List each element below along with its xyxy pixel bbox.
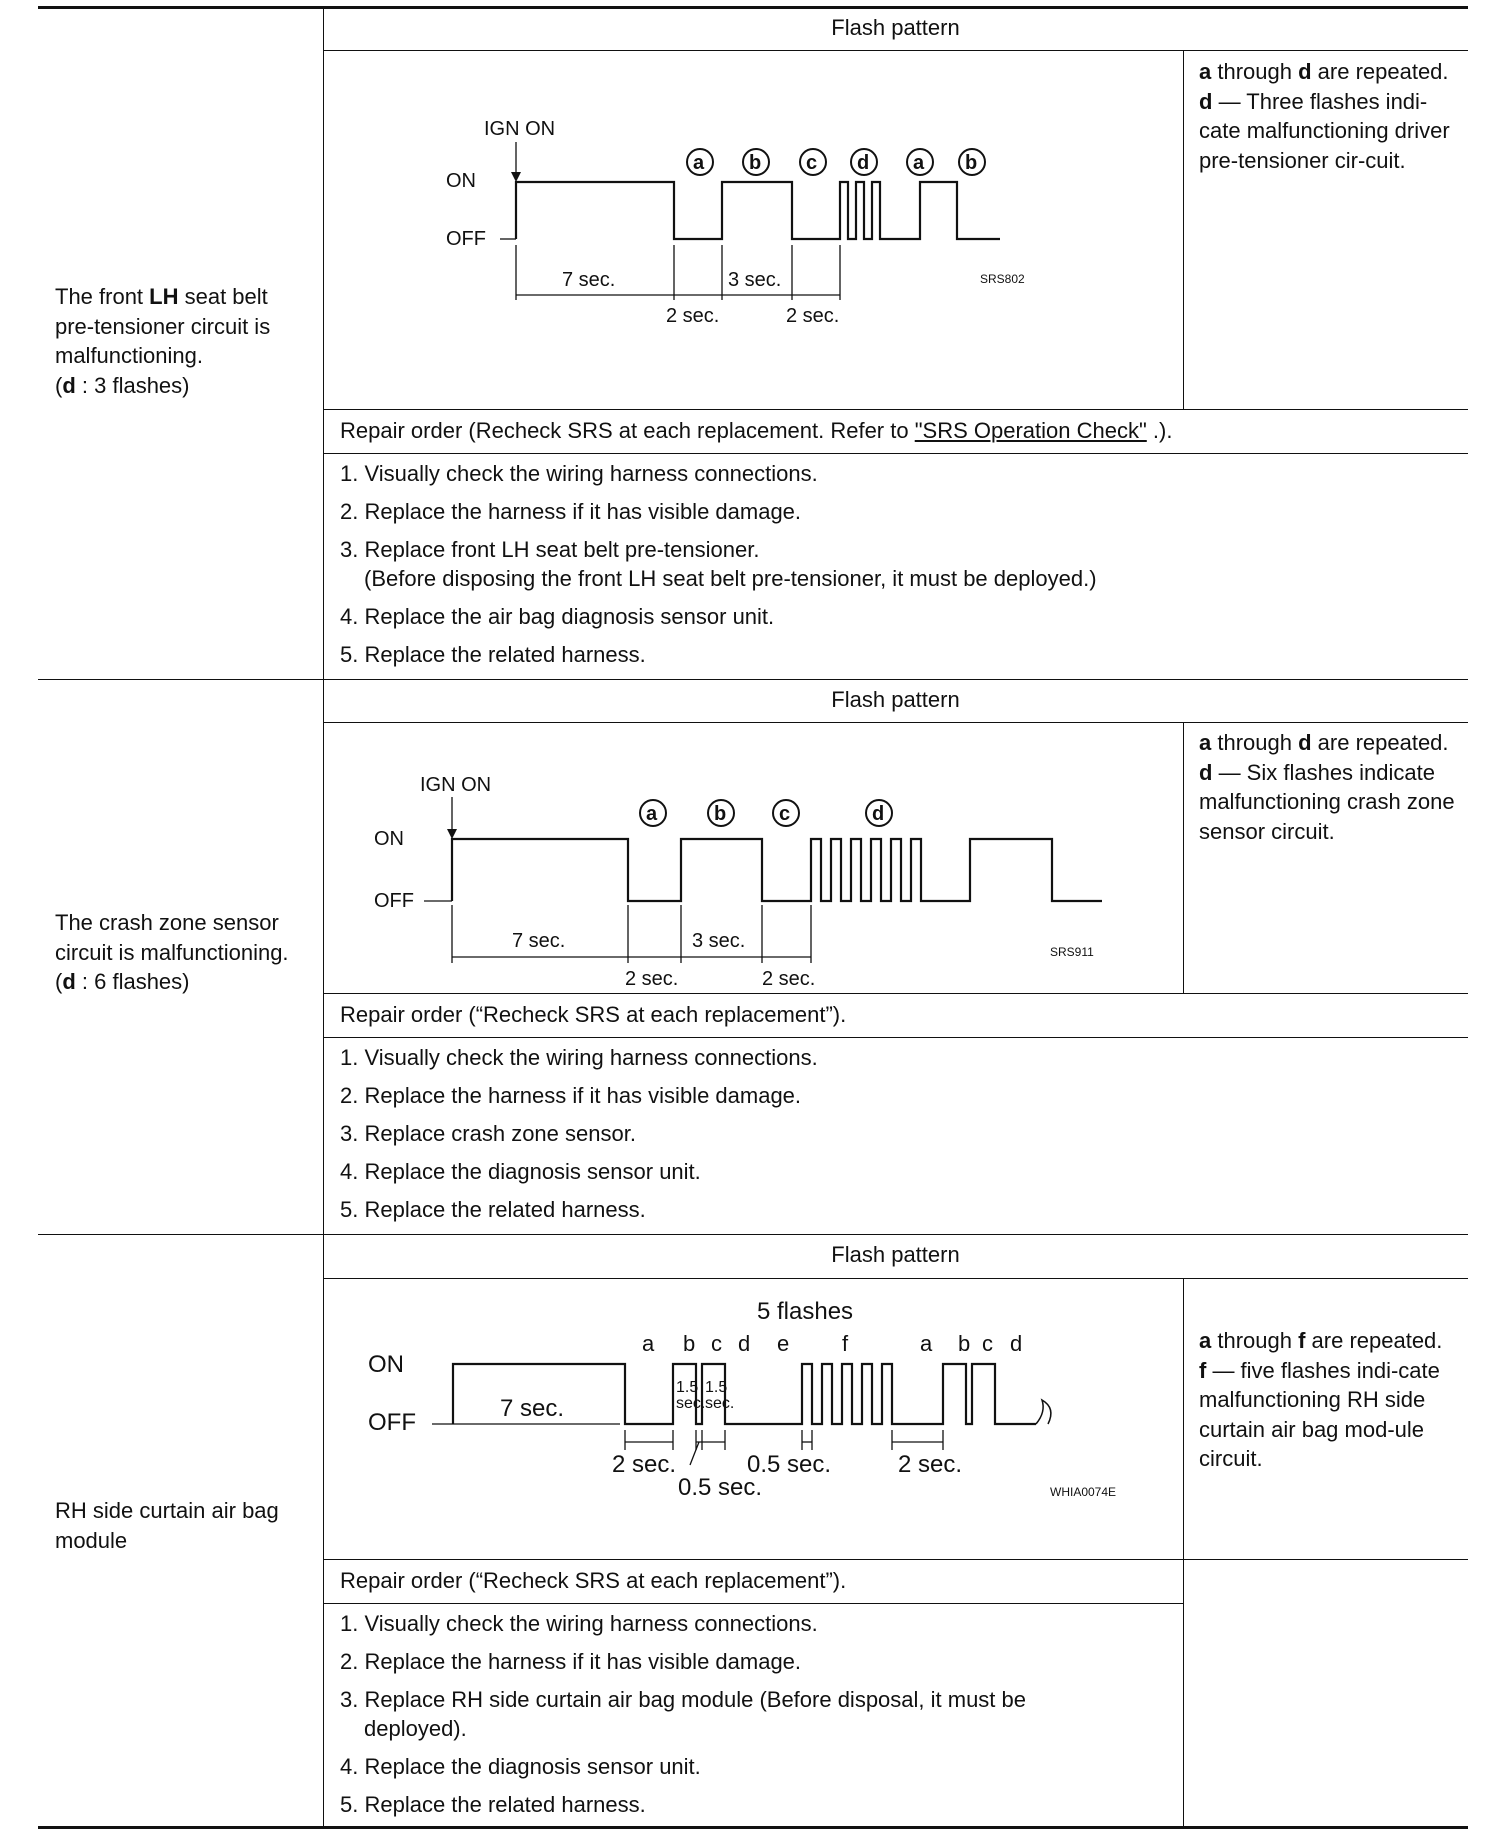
mark: d xyxy=(872,803,885,825)
list-item: 1. Visually check the wiring harness connections. xyxy=(340,1045,818,1070)
off-label: OFF xyxy=(374,890,414,912)
table-bottom-border xyxy=(38,1826,1468,1829)
list-item: 2. Replace the harness if it has visible damage. xyxy=(340,499,802,524)
flash-note: a through f are repeated. f — five flashes indi-cate malfunctioning RH side curtain air bag mod-ule circuit. xyxy=(1199,1328,1443,1471)
duration-label: 2 sec. xyxy=(762,968,816,990)
duration-label: 2 sec. xyxy=(666,305,720,327)
flash-pattern-diagram xyxy=(430,100,1060,340)
figure-code: SRS911 xyxy=(1050,945,1094,959)
mark: e xyxy=(777,1331,790,1356)
divider xyxy=(323,722,1468,723)
ign-on-label: IGN ON xyxy=(484,118,556,140)
section-divider xyxy=(38,679,1468,680)
divider xyxy=(323,50,1468,51)
ign-on-label: IGN ON xyxy=(420,774,492,796)
signal-waveform xyxy=(452,839,1102,901)
duration-label: sec. xyxy=(705,1395,735,1412)
list-item: 5. Replace the related harness. xyxy=(340,1792,646,1817)
mark: a xyxy=(646,803,658,825)
divider xyxy=(323,1559,1468,1560)
flash-note: a through d are repeated. d — Six flashes indicate malfunctioning crash zone sensor circuit. xyxy=(1199,730,1455,844)
table-top-border xyxy=(38,6,1468,9)
list-item: 2. Replace the harness if it has visible damage. xyxy=(340,1083,802,1108)
repair-order-header: Repair order (“Recheck SRS at each replacement”). xyxy=(340,1002,847,1027)
mark: d xyxy=(1010,1331,1023,1356)
list-item: 3. Replace front LH seat belt pre-tensioner. xyxy=(340,537,760,562)
mark: d xyxy=(857,152,870,174)
mark: a xyxy=(642,1331,655,1356)
on-label: ON xyxy=(368,1351,404,1378)
mark: c xyxy=(779,803,791,825)
duration-label: 7 sec. xyxy=(500,1395,565,1422)
duration-label: 7 sec. xyxy=(512,930,566,952)
list-item: 2. Replace the harness if it has visible damage. xyxy=(340,1649,802,1674)
list-item: 1. Visually check the wiring harness connections. xyxy=(340,461,818,486)
flash-pattern-diagram xyxy=(360,1290,1160,1550)
duration-label: 7 sec. xyxy=(562,269,616,291)
duration-label: 1.5 xyxy=(676,1379,699,1396)
mark: b xyxy=(749,152,762,174)
duration-label: 1.5 xyxy=(705,1379,728,1396)
on-label: ON xyxy=(374,828,404,850)
figure-code: SRS802 xyxy=(980,272,1025,286)
repair-order-header: Repair order (Recheck SRS at each replacement. Refer to "SRS Operation Check" .). xyxy=(340,418,1173,443)
duration-label: 3 sec. xyxy=(692,930,746,952)
list-item: 5. Replace the related harness. xyxy=(340,642,646,667)
duration-label: 2 sec. xyxy=(898,1451,963,1478)
condition-text: RH side curtain air bag module xyxy=(55,1498,279,1553)
duration-label: 0.5 sec. xyxy=(678,1474,763,1501)
list-item: 4. Replace the diagnosis sensor unit. xyxy=(340,1159,701,1184)
mark: c xyxy=(982,1331,993,1356)
mark: b xyxy=(965,152,978,174)
list-item: 4. Replace the diagnosis sensor unit. xyxy=(340,1754,701,1779)
mark: b xyxy=(958,1331,971,1356)
mark: c xyxy=(711,1331,722,1356)
mark: a xyxy=(693,152,705,174)
mark: c xyxy=(806,152,818,174)
column-divider xyxy=(323,8,324,1828)
on-label: ON xyxy=(446,170,476,192)
divider xyxy=(1183,50,1184,409)
flash-note: a through d are repeated. d — Three flashes indi-cate malfunctioning driver pre-tensioner cir-cuit. xyxy=(1199,59,1450,173)
divider xyxy=(1183,722,1184,993)
condition-text: The front LH seat belt pre-tensioner circuit is malfunctioning. (d : 3 flashes) xyxy=(55,284,271,398)
mark: a xyxy=(913,152,925,174)
off-label: OFF xyxy=(446,228,486,250)
list-item: deployed). xyxy=(364,1716,467,1741)
section-divider xyxy=(38,1234,1468,1235)
list-item: (Before disposing the front LH seat belt pre-tensioner, it must be deployed.) xyxy=(364,566,1097,591)
duration-label: 3 sec. xyxy=(728,269,782,291)
duration-label: 2 sec. xyxy=(786,305,840,327)
duration-label: 2 sec. xyxy=(612,1451,677,1478)
duration-label: 2 sec. xyxy=(625,968,679,990)
list-item: 4. Replace the air bag diagnosis sensor unit. xyxy=(340,604,775,629)
duration-label: 0.5 sec. xyxy=(747,1451,832,1478)
signal-waveform xyxy=(516,182,1000,239)
duration-label: sec. xyxy=(676,1395,706,1412)
mark: d xyxy=(738,1331,751,1356)
list-item: 5. Replace the related harness. xyxy=(340,1197,646,1222)
figure-code: WHIA0074E xyxy=(1050,1485,1117,1499)
flash-pattern-header: Flash pattern xyxy=(831,687,960,712)
list-item: 1. Visually check the wiring harness connections. xyxy=(340,1611,818,1636)
divider xyxy=(323,453,1468,454)
mark: f xyxy=(842,1331,849,1356)
flash-pattern-diagram xyxy=(370,765,1150,995)
condition-text: The crash zone sensor circuit is malfunctioning. (d : 6 flashes) xyxy=(55,910,289,994)
srs-operation-check-link[interactable]: "SRS Operation Check" xyxy=(914,418,1147,443)
divider xyxy=(1183,1278,1184,1828)
mark: b xyxy=(683,1331,696,1356)
repair-order-header: Repair order (“Recheck SRS at each replacement”). xyxy=(340,1568,847,1593)
list-item: 3. Replace RH side curtain air bag module (Before disposal, it must be xyxy=(340,1687,1027,1712)
mark: a xyxy=(920,1331,933,1356)
list-item: 3. Replace crash zone sensor. xyxy=(340,1121,636,1146)
off-label: OFF xyxy=(368,1409,416,1436)
diagram-title: 5 flashes xyxy=(757,1298,854,1325)
divider xyxy=(323,1278,1468,1279)
flash-pattern-header: Flash pattern xyxy=(831,15,960,40)
divider xyxy=(323,1037,1468,1038)
divider xyxy=(323,409,1468,410)
divider xyxy=(323,1603,1183,1604)
mark: b xyxy=(714,803,727,825)
flash-pattern-header: Flash pattern xyxy=(831,1242,960,1267)
